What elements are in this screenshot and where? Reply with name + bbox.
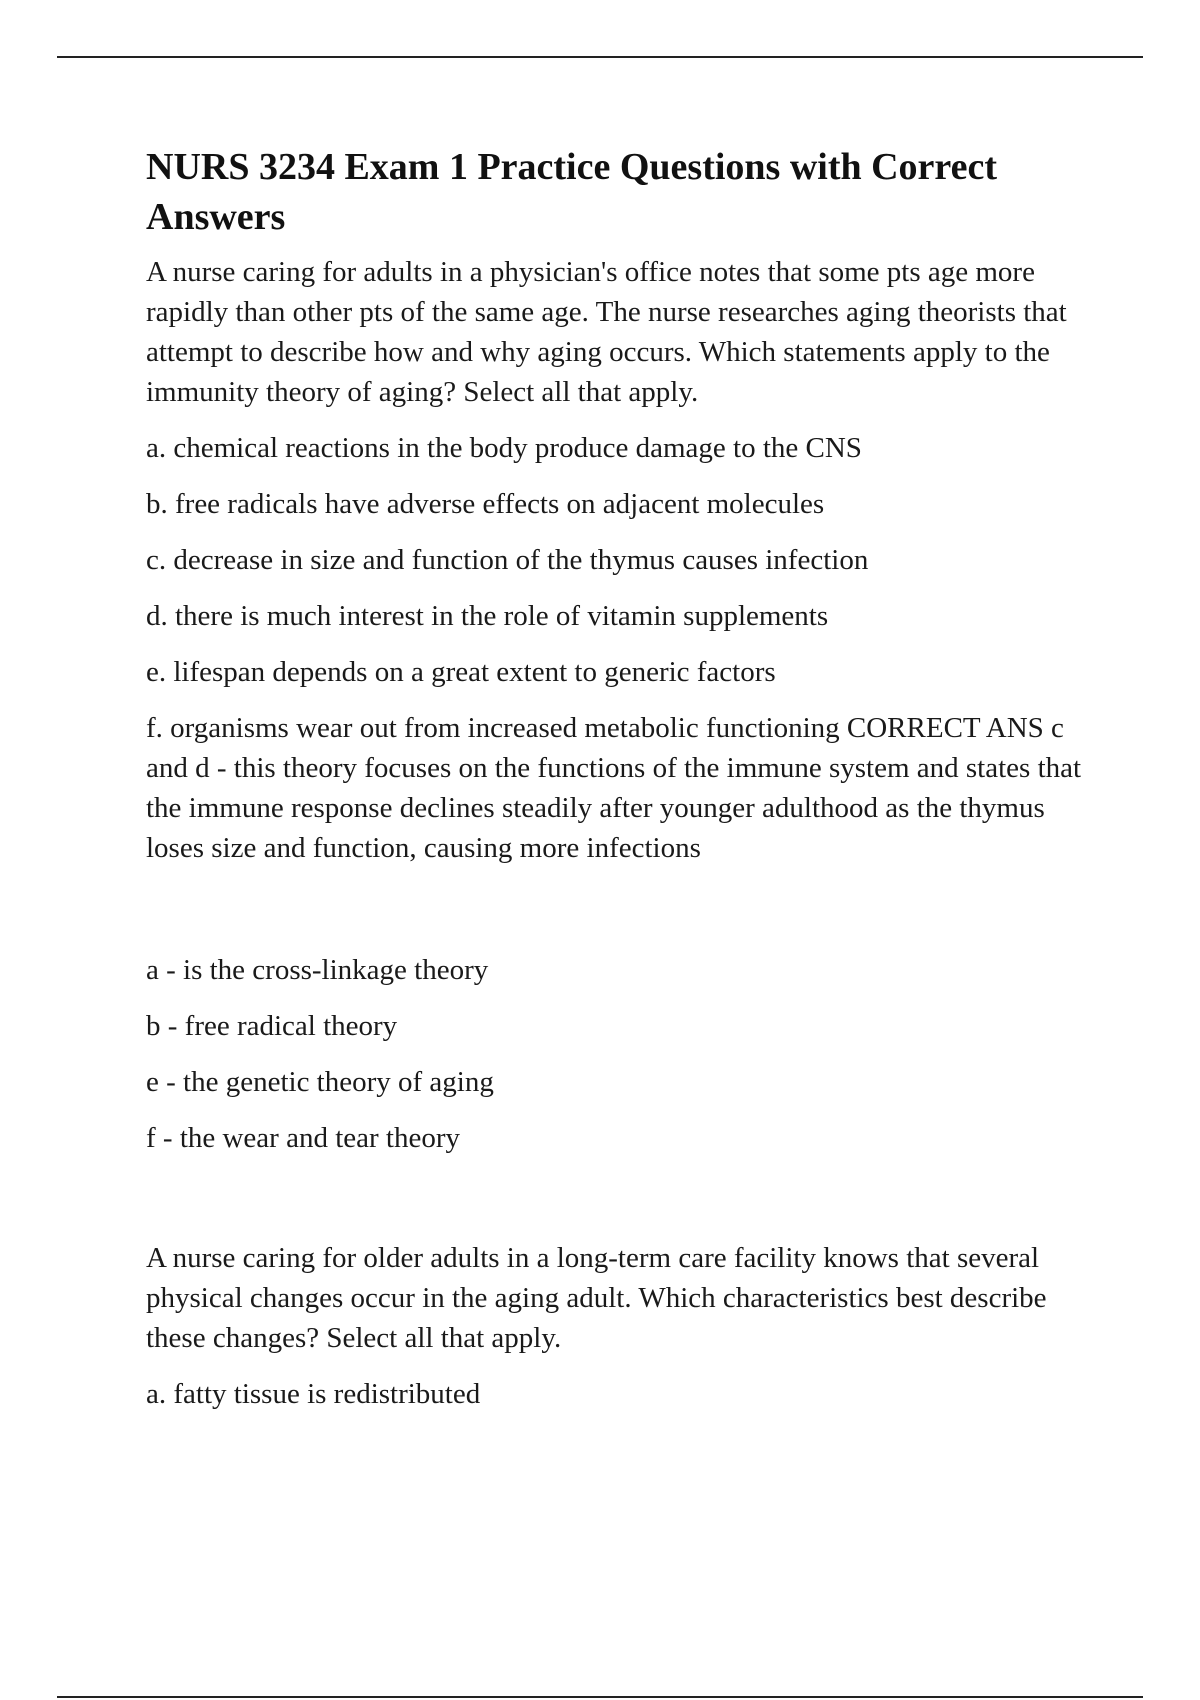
question-1-option-f-answer: f. organisms wear out from increased metabolic functioning CORRECT ANS c and d - this theory focuses on the functions of the immune system and states that the immune response declines steadily after younger adulthood as the thymus loses size and function, causing more infections [146,712,1082,864]
bottom-rule [57,1696,1143,1698]
page-content [146,142,1086,1430]
question-1-option-d: d. there is much interest in the role of vitamin supplements [146,600,829,632]
explanation-a: a - is the cross-linkage theory [146,954,489,986]
question-1-option-a: a. chemical reactions in the body produce damage to the CNS [146,432,862,464]
question-1-option-c: c. decrease in size and function of the thymus causes infection [146,544,869,576]
explanation-b: b - free radical theory [146,1010,398,1042]
question-2-option-a: a. fatty tissue is redistributed [146,1378,481,1410]
question-2-stem: A nurse caring for older adults in a long-term care facility knows that several physical changes occur in the aging adult. Which characteristics best describe these changes? Select all that apply. [146,1242,1047,1354]
explanation-f: f - the wear and tear theory [146,1122,461,1154]
page-title: NURS 3234 Exam 1 Practice Questions with Correct Answers [146,146,997,238]
question-1-stem: A nurse caring for adults in a physician's office notes that some pts age more rapidly than other pts of the same age. The nurse researches aging theorists that attempt to describe how and why aging occurs. Which statements apply to the immunity theory of aging? Select all that apply. [146,256,1067,408]
explanation-e: e - the genetic theory of aging [146,1066,494,1098]
question-1-option-e: e. lifespan depends on a great extent to generic factors [146,656,776,688]
question-1-option-b: b. free radicals have adverse effects on adjacent molecules [146,488,825,520]
top-rule [57,56,1143,58]
